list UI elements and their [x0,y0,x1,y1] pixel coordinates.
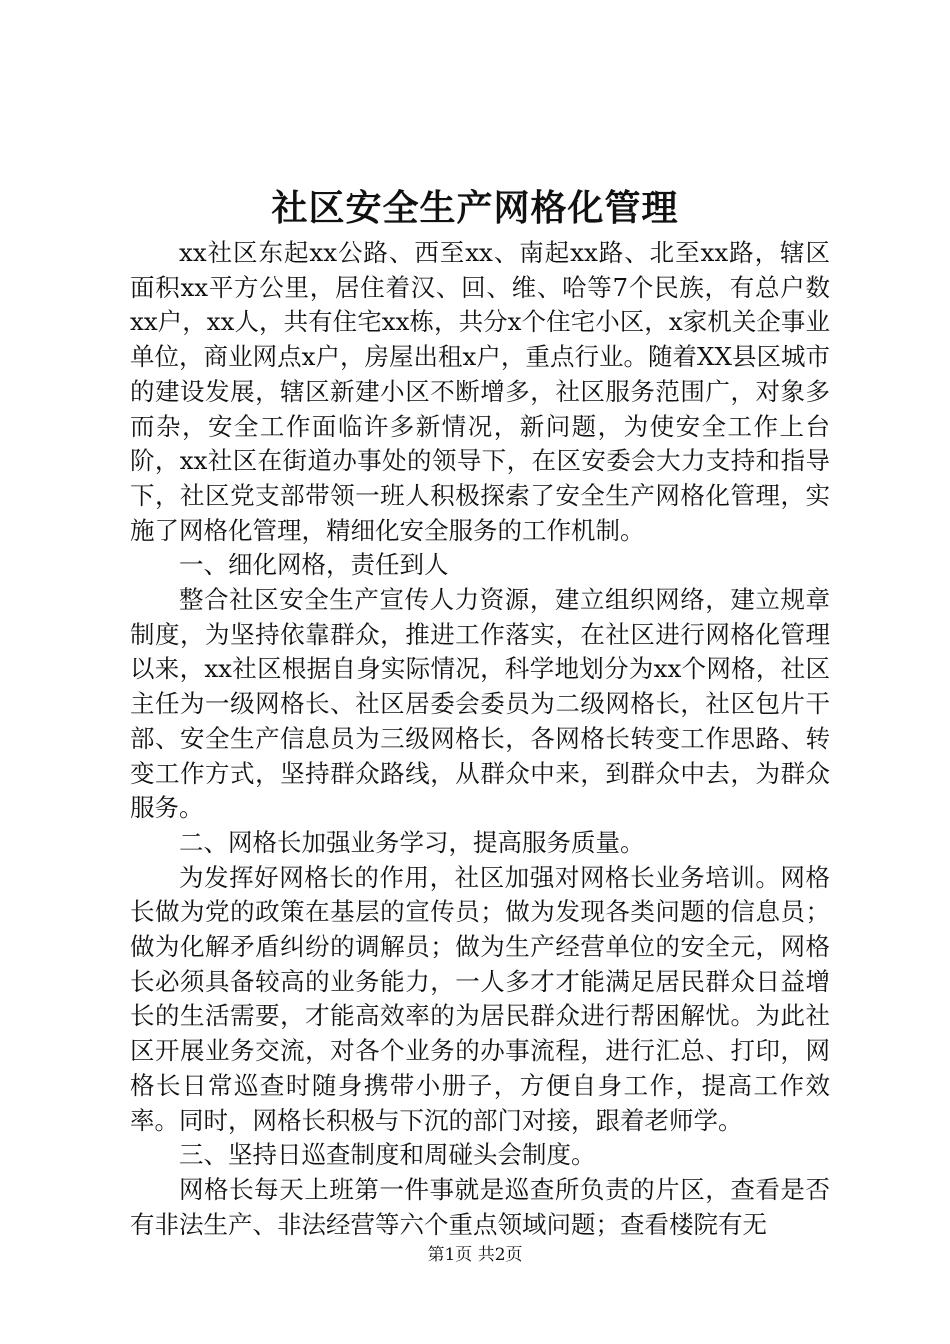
paragraph-section-1: 整合社区安全生产宣传人力资源，建立组织网络，建立规章制度，为坚持依靠群众，推进工作落实，在社区进行网格化管理以来，xx社区根据自身实际情况，科学地划分为xx个网格，社区主任为一级网格长、社区居委会委员为二级网格长，社区包片干部、安全生产信息员为三级网格长，各网格长转变工作思路、转变工作方式，坚持群众路线，从群众中来，到群众中去，为群众服务。 [130,585,830,823]
section-heading-3: 三、坚持日巡查制度和周碰头会制度。 [179,1140,596,1170]
paragraph-section-3: 网格长每天上班第一件事就是巡查所负责的片区，查看是否有非法生产、非法经营等六个重点领域问题；查看楼院有无 [130,1174,830,1239]
section-heading-1: 一、细化网格，责任到人 [179,550,449,580]
document-title: 社区安全生产网格化管理 [271,187,679,229]
paragraph-section-2: 为发挥好网格长的作用，社区加强对网格长业务培训。网格长做为党的政策在基层的宣传员；做为发现各类问题的信息员；做为化解矛盾纠纷的调解员；做为生产经营单位的安全元，网格长必须具备较高的业务能力，一人多才才能满足居民群众日益增长的生活需要，才能高效率的为居民群众进行帮困解忧。为此社区开展业务交流，对各个业务的办事流程，进行汇总、打印，网格长日常巡查时随身携带小册子，方便自身工作，提高工作效率。同时，网格长积极与下沉的部门对接，跟着老师学。 [130,862,830,1135]
page-footer: 第1页 共2页 [427,1245,523,1265]
document-body [130,236,830,1242]
section-heading-2: 二、网格长加强业务学习，提高服务质量。 [179,827,645,857]
paragraph-intro: xx社区东起xx公路、西至xx、南起xx路、北至xx路，辖区面积xx平方公里，居住着汉、回、维、哈等7个民族，有总户数xx户，xx人，共有住宅xx栋，共分x个住宅小区，x家机关企事业单位，商业网点x户，房屋出租x户，重点行业。随着XX县区城市的建设发展，辖区新建小区不断增多，社区服务范围广，对象多而杂，安全工作面临许多新情况，新问题，为使安全工作上台阶，xx社区在街道办事处的领导下，在区安委会大力支持和指导下，社区党支部带领一班人积极探索了安全生产网格化管理，实施了网格化管理，精细化安全服务的工作机制。 [130,238,830,545]
